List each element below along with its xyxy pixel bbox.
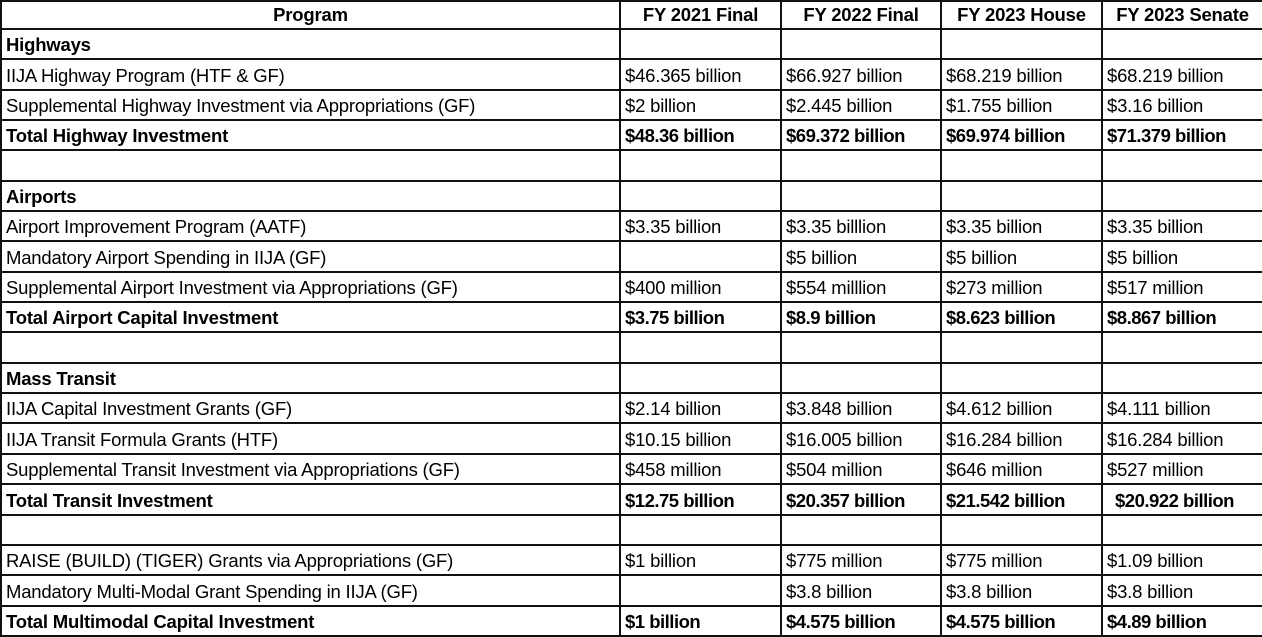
fy2022-final-cell: $69.372 billion <box>781 120 941 150</box>
blank-row <box>1 515 1262 545</box>
fy2022-final-cell: $504 million <box>781 454 941 484</box>
fy2023-house-cell: $68.219 billion <box>941 59 1102 89</box>
header-fy2023-house: FY 2023 House <box>941 1 1102 29</box>
fy2023-senate-cell: $5 billion <box>1102 241 1262 271</box>
fy2023-senate-cell: $3.16 billion <box>1102 90 1262 120</box>
program-cell: Total Highway Investment <box>1 120 620 150</box>
fy2021-final-cell <box>620 515 781 545</box>
table-row <box>1 423 1262 453</box>
fy2022-final-cell: $3.35 billlion <box>781 211 941 241</box>
fy2023-senate-cell: $4.111 billion <box>1102 393 1262 423</box>
fy2023-house-cell: $3.8 billion <box>941 575 1102 605</box>
table-row <box>1 59 1262 89</box>
fy2021-final-cell <box>620 181 781 211</box>
table-row <box>1 90 1262 120</box>
table-row <box>1 393 1262 423</box>
fy2023-senate-cell: $71.379 billion <box>1102 120 1262 150</box>
fy2021-final-cell <box>620 332 781 362</box>
fy2021-final-cell: $48.36 billion <box>620 120 781 150</box>
table-body <box>1 29 1262 636</box>
total-row <box>1 484 1262 514</box>
fy2023-house-cell: $4.575 billion <box>941 606 1102 636</box>
program-cell: Supplemental Airport Investment via Appropriations (GF) <box>1 272 620 302</box>
fy2021-final-cell: $1 billion <box>620 545 781 575</box>
program-cell: Mass Transit <box>1 363 620 393</box>
fy2022-final-cell: $66.927 billion <box>781 59 941 89</box>
fy2023-senate-cell <box>1102 181 1262 211</box>
header-fy2022-final: FY 2022 Final <box>781 1 941 29</box>
fy2023-house-cell: $5 billion <box>941 241 1102 271</box>
fy2023-senate-cell <box>1102 515 1262 545</box>
fy2022-final-cell <box>781 363 941 393</box>
fy2021-final-cell: $458 million <box>620 454 781 484</box>
section-header-row <box>1 363 1262 393</box>
fy2022-final-cell: $5 billion <box>781 241 941 271</box>
fy2023-house-cell <box>941 181 1102 211</box>
fy2021-final-cell: $3.75 billion <box>620 302 781 332</box>
table-row <box>1 211 1262 241</box>
program-cell: Mandatory Multi-Modal Grant Spending in IIJA (GF) <box>1 575 620 605</box>
total-row <box>1 302 1262 332</box>
program-cell <box>1 515 620 545</box>
program-cell: IIJA Transit Formula Grants (HTF) <box>1 423 620 453</box>
program-cell: Total Multimodal Capital Investment <box>1 606 620 636</box>
fy2021-final-cell: $12.75 billion <box>620 484 781 514</box>
fy2022-final-cell <box>781 29 941 59</box>
fy2022-final-cell: $554 milllion <box>781 272 941 302</box>
fy2023-house-cell: $1.755 billion <box>941 90 1102 120</box>
fy2021-final-cell <box>620 150 781 180</box>
fy2023-senate-cell <box>1102 29 1262 59</box>
fy2022-final-cell: $8.9 billion <box>781 302 941 332</box>
fy2023-house-cell <box>941 332 1102 362</box>
total-row <box>1 606 1262 636</box>
fy2023-house-cell: $69.974 billion <box>941 120 1102 150</box>
fy2023-senate-cell: $8.867 billion <box>1102 302 1262 332</box>
fy2023-senate-cell <box>1102 332 1262 362</box>
fy2023-senate-cell: $3.8 billion <box>1102 575 1262 605</box>
fy2022-final-cell <box>781 332 941 362</box>
fy2023-house-cell <box>941 363 1102 393</box>
fy2023-senate-cell: $517 million <box>1102 272 1262 302</box>
fy2023-house-cell <box>941 29 1102 59</box>
fy2022-final-cell: $2.445 billion <box>781 90 941 120</box>
fy2022-final-cell <box>781 515 941 545</box>
program-cell: Airport Improvement Program (AATF) <box>1 211 620 241</box>
blank-row <box>1 332 1262 362</box>
fy2022-final-cell: $4.575 billion <box>781 606 941 636</box>
header-program: Program <box>1 1 620 29</box>
program-cell: Airports <box>1 181 620 211</box>
table-row <box>1 545 1262 575</box>
fy2022-final-cell <box>781 150 941 180</box>
fy2023-senate-cell: $68.219 billion <box>1102 59 1262 89</box>
total-row <box>1 120 1262 150</box>
program-cell: IIJA Highway Program (HTF & GF) <box>1 59 620 89</box>
program-cell <box>1 150 620 180</box>
fy2022-final-cell: $775 million <box>781 545 941 575</box>
program-cell: RAISE (BUILD) (TIGER) Grants via Appropriations (GF) <box>1 545 620 575</box>
fy2021-final-cell: $3.35 billion <box>620 211 781 241</box>
fy2023-senate-cell <box>1102 150 1262 180</box>
fy2021-final-cell: $400 million <box>620 272 781 302</box>
fy2021-final-cell: $2.14 billion <box>620 393 781 423</box>
fy2023-house-cell: $273 million <box>941 272 1102 302</box>
program-cell: Mandatory Airport Spending in IIJA (GF) <box>1 241 620 271</box>
fy2022-final-cell: $3.848 billion <box>781 393 941 423</box>
fy2023-senate-cell: $16.284 billion <box>1102 423 1262 453</box>
table-row <box>1 454 1262 484</box>
fy2023-house-cell: $8.623 billion <box>941 302 1102 332</box>
blank-row <box>1 150 1262 180</box>
program-cell: IIJA Capital Investment Grants (GF) <box>1 393 620 423</box>
header-row <box>1 1 1262 29</box>
program-cell: Total Transit Investment <box>1 484 620 514</box>
fy2023-house-cell: $646 million <box>941 454 1102 484</box>
fy2021-final-cell <box>620 575 781 605</box>
fy2022-final-cell: $16.005 billion <box>781 423 941 453</box>
table-row <box>1 241 1262 271</box>
program-cell: Highways <box>1 29 620 59</box>
fy2023-house-cell <box>941 150 1102 180</box>
fy2023-house-cell: $21.542 billion <box>941 484 1102 514</box>
fy2021-final-cell: $46.365 billion <box>620 59 781 89</box>
header-fy2023-senate: FY 2023 Senate <box>1102 1 1262 29</box>
fy2021-final-cell <box>620 29 781 59</box>
fy2021-final-cell: $1 billion <box>620 606 781 636</box>
fy2022-final-cell: $3.8 billion <box>781 575 941 605</box>
fy2021-final-cell <box>620 363 781 393</box>
program-cell <box>1 332 620 362</box>
fy2022-final-cell <box>781 181 941 211</box>
section-header-row <box>1 29 1262 59</box>
program-cell: Supplemental Transit Investment via Appropriations (GF) <box>1 454 620 484</box>
fy2021-final-cell: $2 billion <box>620 90 781 120</box>
fy2023-senate-cell: $3.35 billion <box>1102 211 1262 241</box>
fy2023-senate-cell: $20.922 billion <box>1102 484 1262 514</box>
fy2021-final-cell: $10.15 billion <box>620 423 781 453</box>
fy2021-final-cell <box>620 241 781 271</box>
fy2023-senate-cell: $1.09 billion <box>1102 545 1262 575</box>
section-header-row <box>1 181 1262 211</box>
table-row <box>1 272 1262 302</box>
header-fy2021-final: FY 2021 Final <box>620 1 781 29</box>
fy2023-senate-cell <box>1102 363 1262 393</box>
program-cell: Supplemental Highway Investment via Appropriations (GF) <box>1 90 620 120</box>
fy2023-house-cell: $775 million <box>941 545 1102 575</box>
program-cell: Total Airport Capital Investment <box>1 302 620 332</box>
fy2023-senate-cell: $527 million <box>1102 454 1262 484</box>
table-row <box>1 575 1262 605</box>
fy2023-house-cell: $3.35 billion <box>941 211 1102 241</box>
fy2023-house-cell: $4.612 billion <box>941 393 1102 423</box>
fy2022-final-cell: $20.357 billion <box>781 484 941 514</box>
fy2023-house-cell <box>941 515 1102 545</box>
fy2023-senate-cell: $4.89 billion <box>1102 606 1262 636</box>
fy2023-house-cell: $16.284 billion <box>941 423 1102 453</box>
